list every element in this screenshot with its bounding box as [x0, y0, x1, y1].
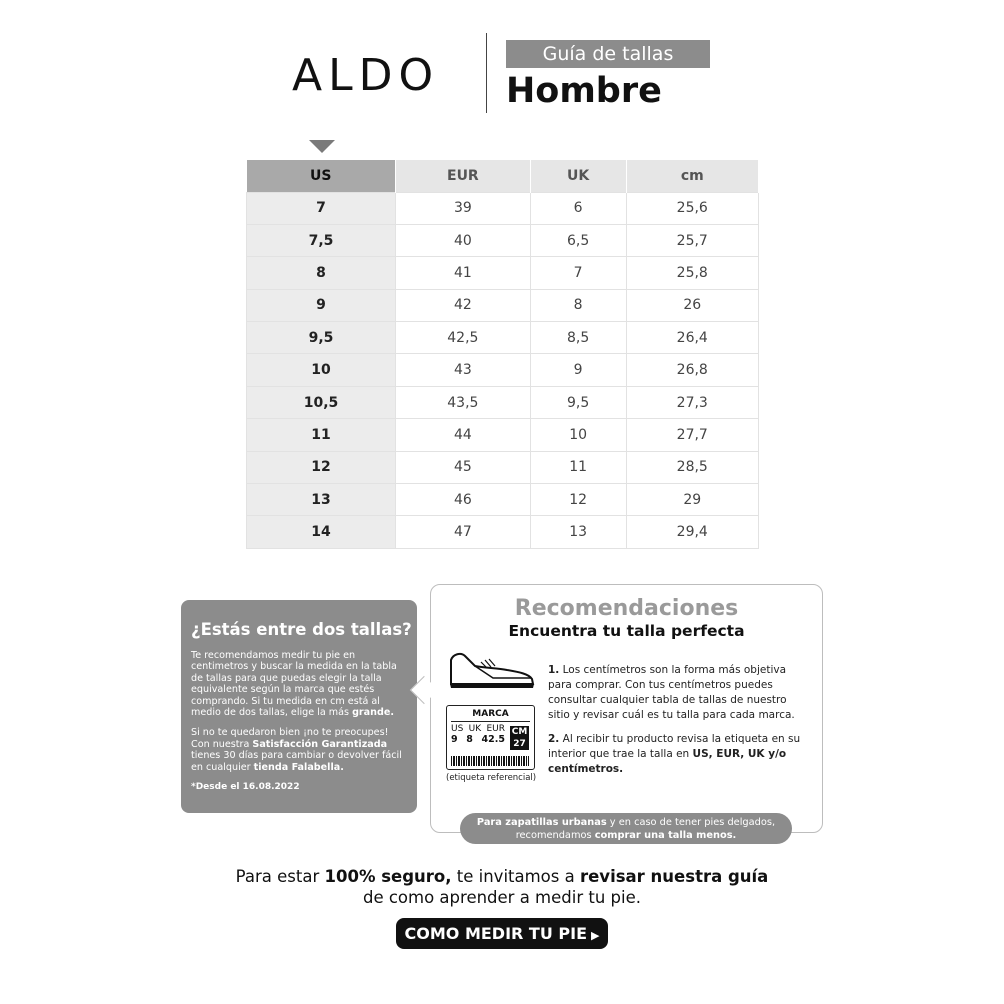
- table-row: [247, 289, 759, 321]
- size-cell-us: 7: [247, 192, 396, 224]
- size-cell-cm: 29: [626, 484, 758, 516]
- size-cell-us: 11: [247, 419, 396, 451]
- size-cell-eur: 43: [396, 354, 531, 386]
- size-cell-eur: 40: [396, 224, 531, 256]
- size-cell-uk: 11: [530, 451, 626, 483]
- how-to-measure-button[interactable]: COMO MEDIR TU PIE ▶: [396, 918, 608, 949]
- step-2: 2. Al recibir tu producto revisa la etiqueta en su interior que trae la talla en US, EUR, UK y/o centímetros.: [548, 733, 801, 775]
- size-cell-uk: 9: [530, 354, 626, 386]
- size-cell-uk: 6,5: [530, 224, 626, 256]
- size-cell-cm: 25,6: [626, 192, 758, 224]
- size-cell-eur: 39: [396, 192, 531, 224]
- size-cell-cm: 27,3: [626, 386, 758, 418]
- step-1: 1. Los centímetros son la forma más objetiva para comprar. Con tus centímetros puedes consultar cualquier tabla de tallas de nuestro sitio y revisar cuál es tu talla para cada marca.: [548, 664, 795, 721]
- size-cell-us: 9: [247, 289, 396, 321]
- between-sizes-card: [181, 600, 417, 813]
- size-cell-uk: 9,5: [530, 386, 626, 418]
- label-cm-box: CM 27: [511, 727, 528, 749]
- label-brand: MARCA: [451, 709, 530, 722]
- table-row: [247, 419, 759, 451]
- recommendations-subtitle: Encuentra tu talla perfecta: [508, 622, 745, 640]
- table-row: [247, 451, 759, 483]
- size-cell-cm: 29,4: [626, 516, 758, 548]
- table-row: [247, 322, 759, 354]
- footer-message: Para estar 100% seguro, te invitamos a revisar nuestra guía de como aprender a medir tu pie.: [235, 867, 769, 907]
- table-header-row: [247, 160, 759, 192]
- between-sizes-title: ¿Estás entre dos tallas?: [191, 620, 412, 639]
- size-cell-eur: 47: [396, 516, 531, 548]
- label-caption: (etiqueta referencial): [446, 773, 537, 783]
- sneaker-icon: [445, 648, 537, 690]
- size-cell-us: 13: [247, 484, 396, 516]
- size-cell-eur: 42,5: [396, 322, 531, 354]
- table-row: [247, 516, 759, 548]
- size-cell-cm: 26,8: [626, 354, 758, 386]
- size-cell-cm: 25,8: [626, 257, 758, 289]
- size-cell-uk: 8,5: [530, 322, 626, 354]
- guarantee-text: Si no te quedaron bien ¡no te preocupes! Con nuestra Satisfacción Garantizada tienes 30 días para cambiar o devolver fácil en cualquier tienda Falabella.: [191, 727, 402, 773]
- page-title: Hombre: [506, 71, 662, 111]
- size-cell-eur: 46: [396, 484, 531, 516]
- column-header-eur: EUR: [396, 160, 531, 192]
- size-guide-badge: Guía de tallas: [506, 40, 710, 68]
- size-cell-cm: 25,7: [626, 224, 758, 256]
- between-sizes-text: Te recomendamos medir tu pie en centimetros y buscar la medida en la tabla de tallas para que puedas elegir la talla equivalente según la marca que estés comprando. Si tu medida en cm está al medio de dos tallas, elige la más grande.: [191, 650, 397, 719]
- table-row: [247, 484, 759, 516]
- header-divider: [486, 33, 487, 113]
- size-cell-eur: 43,5: [396, 386, 531, 418]
- column-header-uk: UK: [530, 160, 626, 192]
- size-cell-eur: 42: [396, 289, 531, 321]
- label-columns: US UK EUR: [451, 724, 505, 734]
- size-cell-cm: 26: [626, 289, 758, 321]
- size-cell-eur: 41: [396, 257, 531, 289]
- size-cell-cm: 28,5: [626, 451, 758, 483]
- barcode-icon: [451, 756, 529, 766]
- table-row: [247, 192, 759, 224]
- aldo-logo: ALDO: [292, 50, 440, 101]
- size-cell-cm: 27,7: [626, 419, 758, 451]
- size-cell-eur: 45: [396, 451, 531, 483]
- size-cell-us: 9,5: [247, 322, 396, 354]
- size-cell-us: 8: [247, 257, 396, 289]
- size-cell-eur: 44: [396, 419, 531, 451]
- recommendations-title: Recomendaciones: [514, 596, 739, 621]
- size-cell-us: 10,5: [247, 386, 396, 418]
- label-values: 9 8 42.5: [451, 734, 505, 745]
- size-cell-us: 7,5: [247, 224, 396, 256]
- size-cell-uk: 8: [530, 289, 626, 321]
- size-cell-cm: 26,4: [626, 322, 758, 354]
- since-date-note: *Desde el 16.08.2022: [191, 782, 300, 793]
- table-row: [247, 386, 759, 418]
- column-header-us: US: [247, 160, 396, 192]
- reference-label: [446, 705, 535, 770]
- size-cell-us: 14: [247, 516, 396, 548]
- size-table: [246, 160, 759, 549]
- urban-sneakers-tip: Para zapatillas urbanas y en caso de tener pies delgados, recomendamos comprar una talla menos.: [460, 813, 792, 844]
- size-cell-uk: 12: [530, 484, 626, 516]
- size-cell-uk: 6: [530, 192, 626, 224]
- column-header-cm: cm: [626, 160, 758, 192]
- caret-right-icon: ▶: [591, 929, 600, 942]
- table-row: [247, 224, 759, 256]
- size-cell-uk: 13: [530, 516, 626, 548]
- size-cell-us: 10: [247, 354, 396, 386]
- size-cell-uk: 10: [530, 419, 626, 451]
- table-row: [247, 257, 759, 289]
- table-row: [247, 354, 759, 386]
- size-cell-uk: 7: [530, 257, 626, 289]
- size-cell-us: 12: [247, 451, 396, 483]
- us-column-pointer-icon: [309, 140, 335, 153]
